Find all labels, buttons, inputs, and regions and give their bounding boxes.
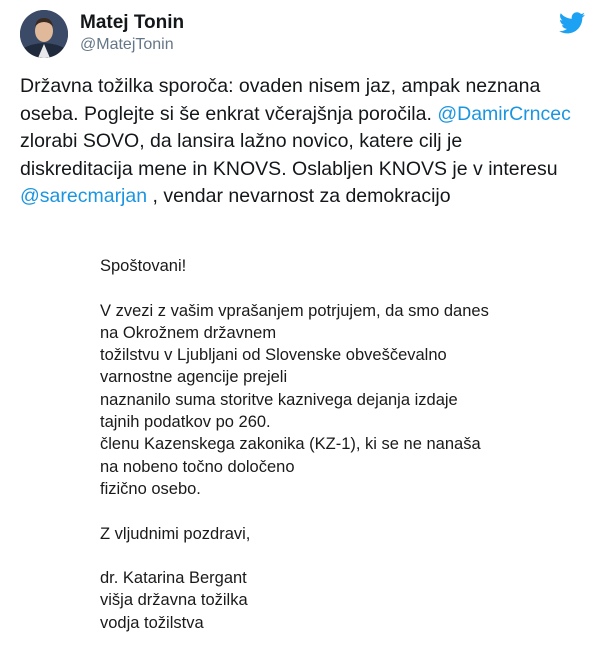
tweet-line: Državna tožilka sporoča: ovaden nisem jaz, ampak neznana	[20, 75, 541, 97]
letter-line: tožilstvu v Ljubljani od Slovenske obveščevalno	[100, 346, 447, 365]
tweet-line: diskreditacija mene in KNOVS. Oslabljen KNOVS je v interesu	[20, 157, 558, 180]
tweet-line-text: oseba. Poglejte si še enkrat včerajšnja poročila.	[20, 102, 432, 125]
tweet-line	[20, 183, 588, 211]
twitter-bird-icon[interactable]	[559, 12, 585, 34]
tweet-line-text: , vendar nevarnost za demokracijo	[152, 185, 451, 207]
letter-closing: Z vljudnimi pozdravi,	[100, 524, 251, 543]
letter-spacer	[100, 277, 570, 299]
signature-name: dr. Katarina Bergant	[100, 569, 247, 588]
letter-line: V zvezi z vašim vprašanjem potrjujem, da smo danes	[100, 301, 489, 320]
attached-letter-image[interactable]	[100, 255, 570, 634]
letter-line: naznanilo suma storitve kaznivega dejanja izdaje	[100, 390, 458, 409]
tweet-text	[20, 73, 588, 211]
letter-line: varnostne agencije prejeli	[100, 368, 288, 387]
tweet-line: zlorabi SOVO, da lansira lažno novico, katere cilj je	[20, 130, 463, 152]
letter-line: fizično osebo.	[100, 479, 201, 498]
author-name[interactable]: Matej Tonin	[80, 12, 185, 33]
tweet-line	[20, 101, 588, 129]
letter-line: tajnih podatkov po 260.	[100, 413, 271, 432]
letter-spacer	[100, 500, 570, 522]
letter-line: na nobeno točno določeno	[100, 457, 295, 476]
avatar[interactable]	[20, 10, 68, 58]
letter-line: členu Kazenskega zakonika (KZ-1), ki se ne nanaša	[100, 435, 481, 454]
signature-title: višja državna tožilka	[100, 591, 248, 610]
letter-greeting: Spoštovani!	[100, 257, 187, 275]
letter-line: na Okrožnem državnem	[100, 323, 277, 342]
signature-role: vodja tožilstva	[100, 613, 204, 632]
letter-spacer	[100, 545, 570, 567]
mention-link-sarecmarjan[interactable]: @sarecmarjan	[20, 185, 148, 207]
author-handle[interactable]: @MatejTonin	[80, 36, 174, 53]
mention-link-damircrncec[interactable]: @DamirCrncec	[437, 102, 571, 125]
